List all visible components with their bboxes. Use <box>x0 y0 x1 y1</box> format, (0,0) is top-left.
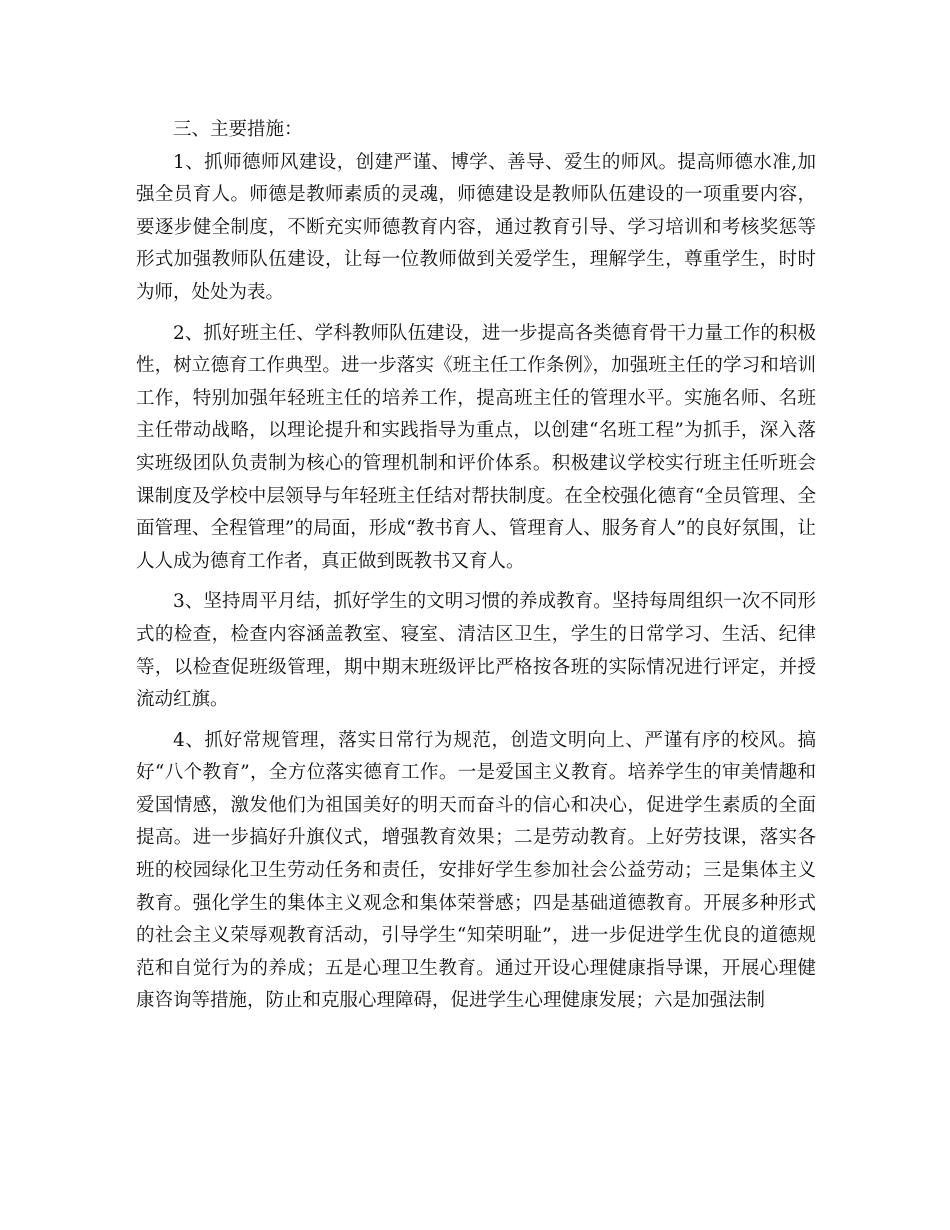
document-page <box>136 114 816 1026</box>
paragraph-1: 1、抓师德师风建设，创建严谨、博学、善导、爱生的师风。提高师德水准,加强全员育人。师德是教师素质的灵魂，师德建设是教师队伍建设的一项重要内容，要逐步健全制度，不断充实师德教育内容，通过教育引导、学习培训和考核奖惩等形式加强教师队伍建设，让每一位教师做到关爱学生，理解学生，尊重学生，时时为师，处处为表。 <box>136 151 816 303</box>
section-heading: 三、主要措施： <box>173 119 303 140</box>
paragraph-2: 2、抓好班主任、学科教师队伍建设，进一步提高各类德育骨干力量工作的积极性，树立德育工作典型。进一步落实《班主任工作条例》，加强班主任的学习和培训工作，特别加强年轻班主任的培养工作，提高班主任的管理水平。实施名师、名班主任带动战略，以理论提升和实践指导为重点，以创建“名班工程”为抓手，深入落实班级团队负责制为核心的管理机制和评价体系。积极建议学校实行班主任听班会课制度及学校中层领导与年轻班主任结对帮扶制度。在全校强化德育“全员管理、全面管理、全程管理”的局面，形成“教书育人、管理育人、服务育人”的良好氛围，让人人成为德育工作者，真正做到既教书又育人。 <box>136 322 816 572</box>
paragraph-3: 3、坚持周平月结，抓好学生的文明习惯的养成教育。坚持每周组织一次不同形式的检查，检查内容涵盖教室、寝室、清洁区卫生，学生的日常学习、生活、纪律等，以检查促班级管理，期中期末班级评比严格按各班的实际情况进行评定，并授流动红旗。 <box>136 591 816 711</box>
paragraph-4: 4、抓好常规管理，落实日常行为规范，创造文明向上、严谨有序的校风。搞好“八个教育”，全方位落实德育工作。一是爱国主义教育。培养学生的审美情趣和爱国情感，激发他们为祖国美好的明天而奋斗的信心和决心，促进学生素质的全面提高。进一步搞好升旗仪式，增强教育效果；二是劳动教育。上好劳技课，落实各班的校园绿化卫生劳动任务和责任，安排好学生参加社会公益劳动；三是集体主义教育。强化学生的集体主义观念和集体荣誉感；四是基础道德教育。开展多种形式的社会主义荣辱观教育活动，引导学生“知荣明耻”，进一步促进学生优良的道德规范和自觉行为的养成；五是心理卫生教育。通过开设心理健康指导课，开展心理健康咨询等措施，防止和克服心理障碍，促进学生心理健康发展；六是加强法制 <box>136 729 816 1012</box>
